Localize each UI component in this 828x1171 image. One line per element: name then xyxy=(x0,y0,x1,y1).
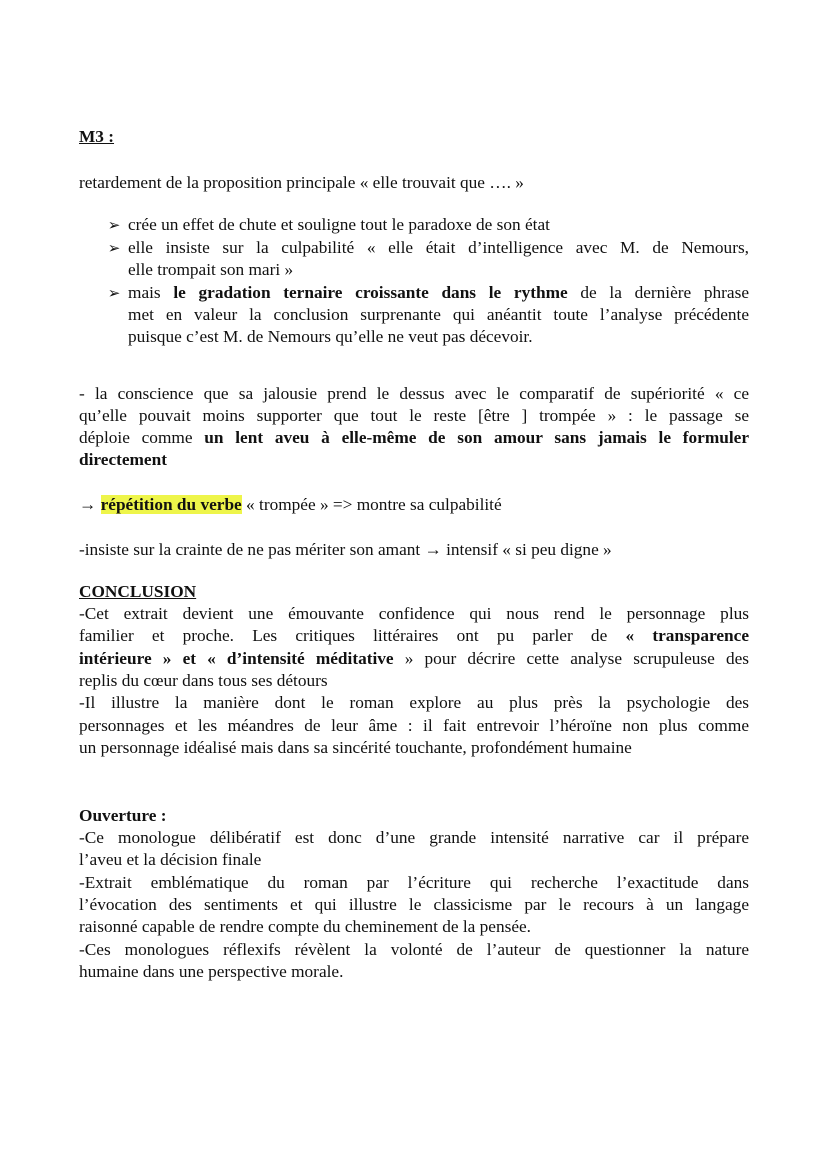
conclusion-p1-line-3-text: » pour décrire cette analyse scrupuleuse des xyxy=(393,649,749,668)
arrowhead-bullet-icon: ➢ xyxy=(107,239,121,257)
conclusion-p2-line-1: -Il illustre la manière dont le roman explore au plus près la psychologie des xyxy=(79,693,749,712)
repetition-rest: « trompée » => montre sa culpabilité xyxy=(241,495,502,514)
arrowhead-bullet-icon: ➢ xyxy=(107,284,121,302)
bullet-3-text-a: mais xyxy=(128,283,174,302)
conclusion-heading: CONCLUSION xyxy=(79,582,197,601)
bullet-3-bold: le gradation ternaire croissante dans le rythme xyxy=(173,283,568,302)
bullet-3-line-1 xyxy=(128,282,749,304)
conclusion-p1-line-1: -Cet extrait devient une émouvante confidence qui nous rend le personnage plus xyxy=(79,604,749,623)
conclusion-p2-line-3: un personnage idéalisé mais dans sa sincérité touchante, profondément humaine xyxy=(79,738,632,757)
bullet-3-text-c: de la dernière phrase xyxy=(567,283,749,302)
ouverture-p2-line-2: l’évocation des sentiments et qui illustre le classicisme par le recours à un langage xyxy=(79,895,749,914)
ouverture-p1-line-2: l’aveu et la décision finale xyxy=(79,850,262,869)
right-arrow-icon: → xyxy=(79,495,97,514)
bullet-3-line-3: puisque c’est M. de Nemours qu’elle ne veut pas décevoir. xyxy=(128,327,533,346)
para-line-3-text: déploie comme xyxy=(79,428,205,447)
conclusion-p1-line-4: replis du cœur dans tous ses détours xyxy=(79,671,328,690)
m3-heading: M3 : xyxy=(79,127,115,146)
para-line-3-bold: un lent aveu à elle-même de son amour sans jamais le formuler xyxy=(204,428,749,447)
repetition-line xyxy=(79,494,502,516)
m3-intro: retardement de la proposition principale « elle trouvait que …. » xyxy=(79,173,524,192)
conclusion-p1-line-3 xyxy=(79,648,749,670)
ouverture-p3-line-1: -Ces monologues réflexifs révèlent la volonté de l’auteur de questionner la nature xyxy=(79,940,749,959)
ouverture-heading: Ouverture : xyxy=(79,806,167,825)
highlighted-text: répétition du verbe xyxy=(100,495,242,514)
para-line-1: - la conscience que sa jalousie prend le dessus avec le comparatif de supériorité « ce xyxy=(79,384,749,403)
arrowhead-bullet-icon: ➢ xyxy=(107,216,121,234)
bullet-2-line-1: elle insiste sur la culpabilité « elle était d’intelligence avec M. de Nemours, xyxy=(128,238,749,257)
bullet-2-line-2: elle trompait son mari » xyxy=(128,260,294,279)
conclusion-p1-line-3-bold: intérieure » et « d’intensité méditative xyxy=(79,649,394,668)
ouverture-p1-line-1: -Ce monologue délibératif est donc d’une grande intensité narrative car il prépare xyxy=(79,828,749,847)
para-line-3 xyxy=(79,427,749,449)
conclusion-p2-line-2: personnages et les méandres de leur âme : il fait entrevoir l’héroïne non plus comme xyxy=(79,716,749,735)
ouverture-p2-line-3: raisonné capable de rendre compte du cheminement de la pensée. xyxy=(79,917,531,936)
conclusion-p1-line-2-bold: « transparence xyxy=(625,626,749,645)
para-line-2: qu’elle pouvait moins supporter que tout le reste [être ] trompée » : le passage se xyxy=(79,406,749,425)
bullet-3-line-2: met en valeur la conclusion surprenante qui anéantit toute l’analyse précédente xyxy=(128,305,749,324)
para-line-4: directement xyxy=(79,450,167,469)
ouverture-p3-line-2: humaine dans une perspective morale. xyxy=(79,962,344,981)
insist-line: -insiste sur la crainte de ne pas mériter son amant → intensif « si peu digne » xyxy=(79,540,612,559)
conclusion-p1-line-2 xyxy=(79,625,749,647)
conclusion-p1-line-2-text: familier et proche. Les critiques littéraires ont pu parler de xyxy=(79,626,626,645)
document-page xyxy=(79,0,749,1171)
bullet-1: crée un effet de chute et souligne tout le paradoxe de son état xyxy=(128,215,550,234)
ouverture-p2-line-1: -Extrait emblématique du roman par l’écriture qui recherche l’exactitude dans xyxy=(79,873,749,892)
